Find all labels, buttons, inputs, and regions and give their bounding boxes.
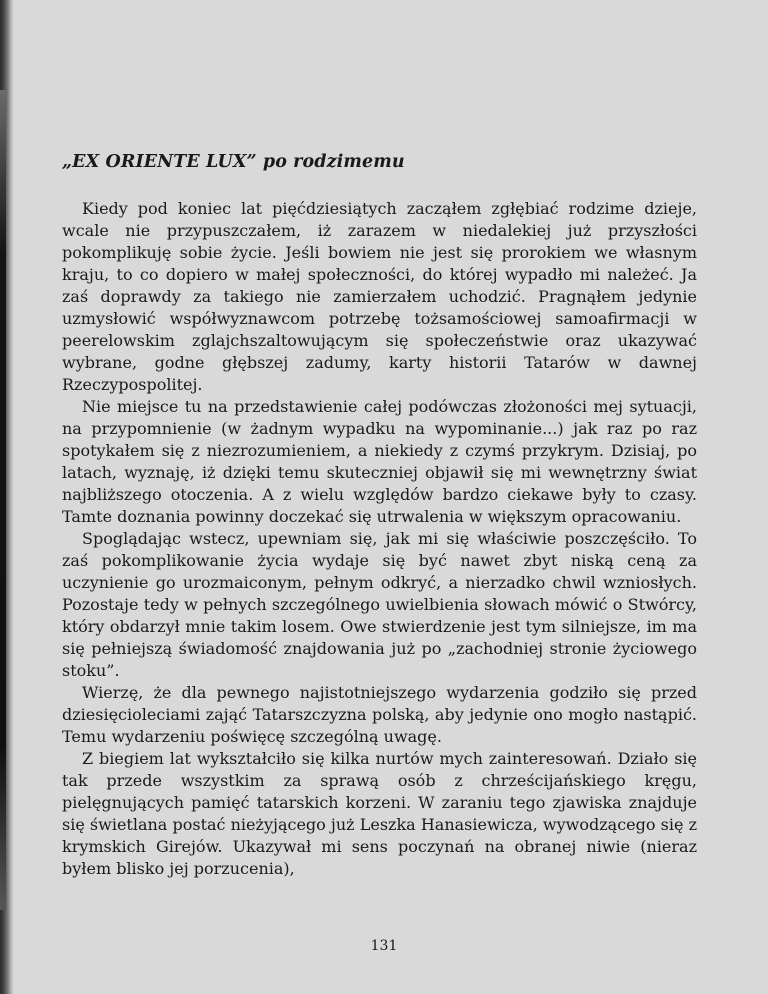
paragraph-1: Kiedy pod koniec lat pięćdziesiątych zacząłem zgłębiać rodzime dzieje, wcale nie przypuszczałem, iż zarazem w niedalekiej już przyszłości pokomplikuję sobie życie. Jeśli bowiem nie jest się prorokiem we własnym kraju, to co dopiero w małej społeczności, do której wypadło mi należeć. Ja zaś doprawdy za takiego nie zamierzałem uchodzić. Pragnąłem jedynie uzmysłowić współwyznawcom potrzebę tożsamościowej samoafirmacji w peerelowskim zglajchszaltowującym się społeczeństwie oraz ukazywać wybrane, godne głębszej zadumy, karty historii Tatarów w dawnej Rzeczypospolitej.	[62, 199, 697, 394]
paragraph-2: Nie miejsce tu na przedstawienie całej podówczas złożoności mej sytuacji, na przypomnienie (w żadnym wypadku na wypominanie...) jak raz po raz spotykałem się z niezrozumieniem, a niekiedy z czymś przykrym. Dzisiaj, po latach, wyznaję, iż dzięki temu skuteczniej objawił się mi wewnętrzny świat najbliższego otoczenia. A z wielu względów bardzo ciekawe były to czasy. Tamte doznania powinny doczekać się utrwalenia w większym opracowaniu.	[62, 397, 697, 526]
paragraph-5: Z biegiem lat wykształciło się kilka nurtów mych zainteresowań. Działo się tak przede wszystkim za sprawą osób z chrześcijańskiego kręgu, pielęgnujących pamięć tatarskich korzeni. W zaraniu tego zjawiska znajduje się świetlana postać nieżyjącego już Leszka Hanasiewicza, wywodzącego się z krymskich Girejów. Ukazywał mi sens poczynań na obranej niwie (nieraz byłem blisko jej porzucenia),	[62, 749, 697, 878]
book-page	[62, 152, 697, 880]
page-number: 131	[370, 938, 398, 954]
paragraph-3: Spoglądając wstecz, upewniam się, jak mi się właściwie poszczęściło. To zaś pokomplikowanie życia wydaje się być nawet zbyt niską ceną za uczynienie go urozmaiconym, pełnym odkryć, a nierzadko chwil wzniosłych. Pozostaje tedy w pełnych szczególnego uwielbienia słowach mówić o Stwórcy, który obdarzył mnie takim losem. Owe stwierdzenie jest tym silniejsze, im ma się pełniejszą świadomość znajdowania już po „zachodniej stronie życiowego stoku”.	[62, 529, 697, 680]
book-spine-edge	[0, 90, 6, 910]
paragraph-4: Wierzę, że dla pewnego najistotniejszego wydarzenia godziło się przed dziesięcioleciami zająć Tatarszczyzna polską, aby jedynie ono mogło nastąpić. Temu wydarzeniu poświęcę szczególną uwagę.	[62, 683, 697, 746]
chapter-title: „EX ORIENTE LUX” po rodzimemu	[62, 152, 405, 172]
